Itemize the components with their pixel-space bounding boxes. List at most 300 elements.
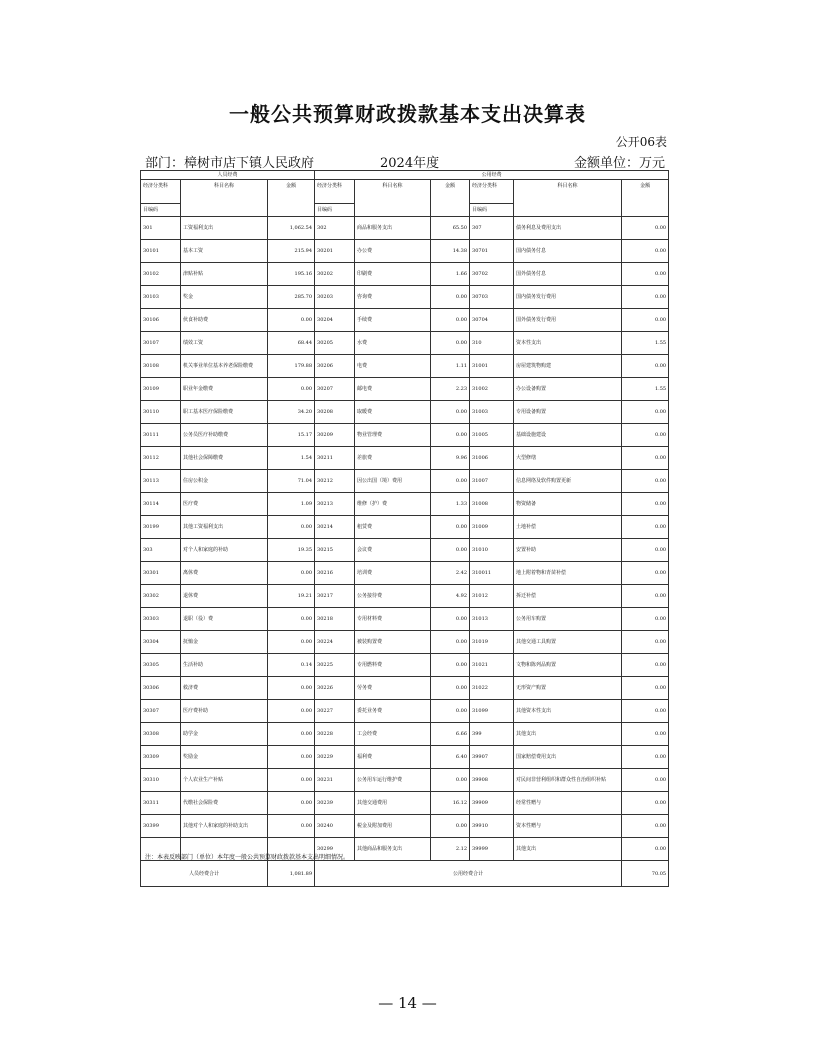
cell-personnel-amount: 1.09 <box>268 493 315 516</box>
cell-goods-code: 30208 <box>315 401 355 424</box>
cell-personnel-code: 30101 <box>141 240 181 263</box>
cell-other-code: 31008 <box>470 493 514 516</box>
cell-other-subject: 地上附着物和青苗补偿 <box>514 562 622 585</box>
cell-personnel-code: 30302 <box>141 585 181 608</box>
cell-goods-amount: 0.00 <box>431 677 470 700</box>
cell-goods-amount: 1.33 <box>431 493 470 516</box>
cell-personnel-amount: 0.00 <box>268 769 315 792</box>
cell-goods-subject: 邮电费 <box>355 378 431 401</box>
table-row <box>141 240 669 263</box>
cell-personnel-subject: 助学金 <box>181 723 268 746</box>
cell-personnel-subject: 其他社会保障缴费 <box>181 447 268 470</box>
cell-goods-code: 30212 <box>315 470 355 493</box>
cell-other-amount: 0.00 <box>622 585 669 608</box>
department-label: 部门：樟树市店下镇人民政府 <box>145 156 315 171</box>
cell-personnel-code: 303 <box>141 539 181 562</box>
cell-goods-code: 30225 <box>315 654 355 677</box>
cell-goods-amount: 0.00 <box>431 815 470 838</box>
cell-personnel-code: 30303 <box>141 608 181 631</box>
cell-other-code: 30704 <box>470 309 514 332</box>
cell-other-amount: 0.00 <box>622 516 669 539</box>
cell-other-code: 31001 <box>470 355 514 378</box>
col-header-code: 经济分类科 <box>315 180 355 204</box>
cell-goods-subject: 物业管理费 <box>355 424 431 447</box>
cell-goods-amount: 0.00 <box>431 700 470 723</box>
cell-other-subject: 房屋建筑物购建 <box>514 355 622 378</box>
cell-personnel-amount: 0.00 <box>268 309 315 332</box>
cell-personnel-subject: 救济费 <box>181 677 268 700</box>
cell-goods-subject: 电费 <box>355 355 431 378</box>
cell-personnel-subject: 基本工资 <box>181 240 268 263</box>
table-row <box>141 309 669 332</box>
cell-goods-subject: 其他交通费用 <box>355 792 431 815</box>
table-row <box>141 815 669 838</box>
cell-goods-code: 30201 <box>315 240 355 263</box>
page-title: 一般公共预算财政拨款基本支出决算表 <box>229 102 586 126</box>
cell-goods-subject: 会议费 <box>355 539 431 562</box>
col-header-subject: 科目名称 <box>181 180 268 217</box>
table-row <box>141 516 669 539</box>
cell-goods-subject: 差旅费 <box>355 447 431 470</box>
col-header-amount: 金额 <box>268 180 315 217</box>
group-header-personnel: 人员经费 <box>141 171 315 180</box>
cell-other-subject: 国内债务发行费用 <box>514 286 622 309</box>
cell-goods-amount: 0.00 <box>431 309 470 332</box>
cell-other-code: 31003 <box>470 401 514 424</box>
cell-goods-amount: 65.50 <box>431 217 470 240</box>
cell-goods-subject: 印刷费 <box>355 263 431 286</box>
cell-goods-subject: 其他商品和服务支出 <box>355 838 431 861</box>
cell-goods-code: 30229 <box>315 746 355 769</box>
cell-goods-subject: 因公出国（境）费用 <box>355 470 431 493</box>
cell-other-code: 399 <box>470 723 514 746</box>
cell-goods-subject: 维修（护）费 <box>355 493 431 516</box>
cell-goods-amount: 1.11 <box>431 355 470 378</box>
cell-personnel-subject: 职工基本医疗保险缴费 <box>181 401 268 424</box>
cell-personnel-amount: 34.20 <box>268 401 315 424</box>
cell-personnel-code: 30307 <box>141 700 181 723</box>
cell-goods-subject: 被装购置费 <box>355 631 431 654</box>
cell-goods-subject: 委托业务费 <box>355 700 431 723</box>
cell-personnel-code: 30110 <box>141 401 181 424</box>
cell-goods-code: 30209 <box>315 424 355 447</box>
cell-other-amount: 0.00 <box>622 401 669 424</box>
table-row <box>141 585 669 608</box>
cell-personnel-subject: 医疗费补助 <box>181 700 268 723</box>
cell-goods-subject: 水费 <box>355 332 431 355</box>
cell-personnel-code: 30311 <box>141 792 181 815</box>
cell-other-amount: 1.55 <box>622 332 669 355</box>
cell-goods-subject: 专用材料费 <box>355 608 431 631</box>
cell-goods-code: 30213 <box>315 493 355 516</box>
cell-other-subject: 办公设备购置 <box>514 378 622 401</box>
col-header-subject: 科目名称 <box>514 180 622 217</box>
cell-other-amount: 0.00 <box>622 493 669 516</box>
cell-other-amount: 0.00 <box>622 447 669 470</box>
cell-other-amount: 0.00 <box>622 654 669 677</box>
table-row <box>141 447 669 470</box>
fiscal-year: 2024年度 <box>380 156 440 171</box>
cell-goods-subject: 福利费 <box>355 746 431 769</box>
cell-personnel-amount: 15.17 <box>268 424 315 447</box>
cell-personnel-code: 30199 <box>141 516 181 539</box>
cell-personnel-code: 301 <box>141 217 181 240</box>
cell-goods-subject: 商品和服务支出 <box>355 217 431 240</box>
table-row <box>141 792 669 815</box>
cell-other-code: 31005 <box>470 424 514 447</box>
cell-personnel-subject: 其他工资福利支出 <box>181 516 268 539</box>
cell-other-code: 30702 <box>470 263 514 286</box>
cell-other-subject: 经常性赠与 <box>514 792 622 815</box>
total-public-value: 70.05 <box>622 861 669 887</box>
cell-goods-amount: 0.00 <box>431 539 470 562</box>
cell-goods-code: 30218 <box>315 608 355 631</box>
cell-personnel-subject: 住房公积金 <box>181 470 268 493</box>
cell-personnel-amount: 0.00 <box>268 815 315 838</box>
cell-other-amount: 0.00 <box>622 746 669 769</box>
cell-goods-code: 30215 <box>315 539 355 562</box>
page-number: — 14 — <box>378 994 437 1012</box>
cell-goods-subject: 专用燃料费 <box>355 654 431 677</box>
cell-personnel-code: 30109 <box>141 378 181 401</box>
cell-personnel-code: 30305 <box>141 654 181 677</box>
cell-other-subject: 无形资产购置 <box>514 677 622 700</box>
cell-personnel-subject: 绩效工资 <box>181 332 268 355</box>
cell-other-amount: 1.55 <box>622 378 669 401</box>
cell-personnel-amount: 0.00 <box>268 608 315 631</box>
cell-personnel-amount: 68.44 <box>268 332 315 355</box>
cell-personnel-subject: 抚恤金 <box>181 631 268 654</box>
cell-goods-code: 30211 <box>315 447 355 470</box>
table-row <box>141 378 669 401</box>
table-row <box>141 401 669 424</box>
col-header-amount: 金额 <box>431 180 470 217</box>
cell-personnel-subject: 工资福利支出 <box>181 217 268 240</box>
cell-other-amount: 0.00 <box>622 608 669 631</box>
cell-other-subject: 物资储备 <box>514 493 622 516</box>
cell-personnel-amount: 0.00 <box>268 792 315 815</box>
cell-goods-amount: 4.92 <box>431 585 470 608</box>
cell-personnel-code: 30107 <box>141 332 181 355</box>
cell-goods-code: 30216 <box>315 562 355 585</box>
cell-personnel-code: 30106 <box>141 309 181 332</box>
cell-goods-code: 30203 <box>315 286 355 309</box>
cell-other-subject: 资本性赠与 <box>514 815 622 838</box>
cell-goods-amount: 0.00 <box>431 608 470 631</box>
cell-personnel-code: 30310 <box>141 769 181 792</box>
table-row <box>141 424 669 447</box>
cell-other-subject: 国内债务付息 <box>514 240 622 263</box>
cell-other-code: 31012 <box>470 585 514 608</box>
cell-other-amount: 0.00 <box>622 677 669 700</box>
col-header-code-suffix: 目编码 <box>315 204 355 217</box>
cell-other-subject: 专用设备购置 <box>514 401 622 424</box>
cell-goods-code: 30299 <box>315 838 355 861</box>
cell-other-code: 31002 <box>470 378 514 401</box>
total-personnel-value: 1,081.89 <box>268 861 315 887</box>
cell-personnel-amount: 0.00 <box>268 746 315 769</box>
cell-personnel-subject: 奖金 <box>181 286 268 309</box>
cell-personnel-amount: 0.00 <box>268 378 315 401</box>
cell-goods-code: 30231 <box>315 769 355 792</box>
cell-other-amount: 0.00 <box>622 792 669 815</box>
cell-goods-amount: 9.96 <box>431 447 470 470</box>
cell-other-subject: 信息网络及软件购置更新 <box>514 470 622 493</box>
total-public-label: 公用经费合计 <box>315 861 622 887</box>
cell-personnel-subject: 其他对个人和家庭的补助支出 <box>181 815 268 838</box>
cell-personnel-code: 30103 <box>141 286 181 309</box>
cell-goods-amount: 16.12 <box>431 792 470 815</box>
cell-other-code: 31013 <box>470 608 514 631</box>
cell-personnel-code: 30304 <box>141 631 181 654</box>
table-row <box>141 562 669 585</box>
cell-personnel-code: 30308 <box>141 723 181 746</box>
cell-other-amount: 0.00 <box>622 263 669 286</box>
cell-personnel-subject: 离休费 <box>181 562 268 585</box>
cell-other-code: 39907 <box>470 746 514 769</box>
cell-personnel-amount: 19.21 <box>268 585 315 608</box>
cell-goods-subject: 工会经费 <box>355 723 431 746</box>
col-header-code-suffix: 目编码 <box>470 204 514 217</box>
cell-goods-amount: 0.00 <box>431 516 470 539</box>
cell-other-code: 310011 <box>470 562 514 585</box>
cell-other-subject: 其他交通工具购置 <box>514 631 622 654</box>
cell-goods-subject: 公务用车运行维护费 <box>355 769 431 792</box>
cell-other-subject: 债务利息及费用支出 <box>514 217 622 240</box>
cell-goods-code: 30217 <box>315 585 355 608</box>
cell-goods-code: 30240 <box>315 815 355 838</box>
cell-other-subject: 对民间非营利组织和群众性自治组织补贴 <box>514 769 622 792</box>
cell-personnel-amount: 195.16 <box>268 263 315 286</box>
cell-personnel-amount: 0.00 <box>268 677 315 700</box>
cell-personnel-amount: 179.88 <box>268 355 315 378</box>
cell-personnel-code: 30114 <box>141 493 181 516</box>
total-personnel-label: 人员经费合计 <box>141 861 268 887</box>
cell-other-amount: 0.00 <box>622 631 669 654</box>
cell-other-code: 39910 <box>470 815 514 838</box>
cell-other-subject: 其他资本性支出 <box>514 700 622 723</box>
cell-other-subject: 其他支出 <box>514 838 622 861</box>
cell-goods-subject: 税金及附加费用 <box>355 815 431 838</box>
cell-goods-subject: 租赁费 <box>355 516 431 539</box>
cell-other-amount: 0.00 <box>622 470 669 493</box>
amount-unit: 金额单位：万元 <box>573 156 665 171</box>
cell-other-amount: 0.00 <box>622 217 669 240</box>
cell-goods-subject: 取暖费 <box>355 401 431 424</box>
cell-goods-subject: 手续费 <box>355 309 431 332</box>
cell-goods-amount: 0.00 <box>431 286 470 309</box>
col-header-subject: 科目名称 <box>355 180 431 217</box>
cell-other-subject: 国外债务发行费用 <box>514 309 622 332</box>
cell-personnel-code: 30111 <box>141 424 181 447</box>
table-row <box>141 700 669 723</box>
cell-personnel-code: 30102 <box>141 263 181 286</box>
cell-goods-amount: 0.00 <box>431 769 470 792</box>
cell-personnel-subject: 生活补助 <box>181 654 268 677</box>
cell-other-amount: 0.00 <box>622 355 669 378</box>
cell-other-amount: 0.00 <box>622 700 669 723</box>
cell-personnel-code: 30108 <box>141 355 181 378</box>
cell-other-code: 31010 <box>470 539 514 562</box>
expenditure-table <box>140 170 669 887</box>
cell-goods-subject: 培训费 <box>355 562 431 585</box>
footnote: 注：本表反映部门（单位）本年度一般公共预算财政拨款基本支出明细情况。 <box>145 854 350 861</box>
cell-goods-amount: 6.40 <box>431 746 470 769</box>
table-row <box>141 286 669 309</box>
cell-other-code: 31009 <box>470 516 514 539</box>
cell-goods-code: 30224 <box>315 631 355 654</box>
cell-other-code: 39909 <box>470 792 514 815</box>
cell-goods-subject: 咨询费 <box>355 286 431 309</box>
cell-other-amount: 0.00 <box>622 838 669 861</box>
cell-goods-amount: 2.23 <box>431 378 470 401</box>
cell-goods-subject: 公务接待费 <box>355 585 431 608</box>
cell-other-subject: 拆迁补偿 <box>514 585 622 608</box>
cell-personnel-subject: 代缴社会保险费 <box>181 792 268 815</box>
cell-personnel-subject: 退休费 <box>181 585 268 608</box>
cell-other-code: 307 <box>470 217 514 240</box>
cell-goods-code: 30228 <box>315 723 355 746</box>
cell-goods-code: 30204 <box>315 309 355 332</box>
cell-goods-code: 30207 <box>315 378 355 401</box>
cell-personnel-subject: 伙食补助费 <box>181 309 268 332</box>
cell-other-code: 30703 <box>470 286 514 309</box>
cell-other-amount: 0.00 <box>622 539 669 562</box>
table-row <box>141 677 669 700</box>
cell-personnel-amount: 0.14 <box>268 654 315 677</box>
table-row <box>141 332 669 355</box>
cell-personnel-code: 30306 <box>141 677 181 700</box>
cell-personnel-subject: 职业年金缴费 <box>181 378 268 401</box>
cell-personnel-amount: 71.04 <box>268 470 315 493</box>
col-header-code: 经济分类科 <box>470 180 514 204</box>
cell-other-subject: 基础设施建设 <box>514 424 622 447</box>
cell-other-code: 31099 <box>470 700 514 723</box>
cell-goods-amount: 0.00 <box>431 401 470 424</box>
cell-goods-code: 302 <box>315 217 355 240</box>
cell-personnel-code: 30112 <box>141 447 181 470</box>
table-row <box>141 470 669 493</box>
cell-other-amount: 0.00 <box>622 424 669 447</box>
cell-other-amount: 0.00 <box>622 309 669 332</box>
cell-personnel-code: 30113 <box>141 470 181 493</box>
cell-other-code: 31022 <box>470 677 514 700</box>
cell-goods-subject: 办公费 <box>355 240 431 263</box>
cell-personnel-amount: 0.00 <box>268 723 315 746</box>
cell-other-subject: 土地补偿 <box>514 516 622 539</box>
cell-other-amount: 0.00 <box>622 240 669 263</box>
cell-personnel-subject: 津贴补贴 <box>181 263 268 286</box>
cell-personnel-subject: 个人农业生产补贴 <box>181 769 268 792</box>
cell-goods-code: 30227 <box>315 700 355 723</box>
cell-goods-amount: 14.38 <box>431 240 470 263</box>
cell-personnel-code: 30399 <box>141 815 181 838</box>
cell-other-subject: 文物和陈列品购置 <box>514 654 622 677</box>
col-header-code-suffix: 目编码 <box>141 204 181 217</box>
cell-personnel-amount: 0.00 <box>268 631 315 654</box>
cell-goods-code: 30214 <box>315 516 355 539</box>
table-row <box>141 263 669 286</box>
table-row <box>141 631 669 654</box>
cell-personnel-amount: 1.54 <box>268 447 315 470</box>
cell-personnel-amount: 215.94 <box>268 240 315 263</box>
cell-other-code: 31006 <box>470 447 514 470</box>
cell-other-amount: 0.00 <box>622 723 669 746</box>
table-row <box>141 769 669 792</box>
cell-other-amount: 0.00 <box>622 286 669 309</box>
cell-other-subject: 资本性支出 <box>514 332 622 355</box>
cell-goods-code: 30205 <box>315 332 355 355</box>
cell-personnel-amount: 0.00 <box>268 562 315 585</box>
table-row <box>141 355 669 378</box>
table-row <box>141 654 669 677</box>
cell-personnel-subject: 医疗费 <box>181 493 268 516</box>
cell-other-amount: 0.00 <box>622 769 669 792</box>
cell-personnel-amount: 0.00 <box>268 700 315 723</box>
table-row <box>141 746 669 769</box>
cell-goods-code: 30226 <box>315 677 355 700</box>
cell-goods-code: 30239 <box>315 792 355 815</box>
form-number: 公开06表 <box>615 135 667 149</box>
cell-personnel-subject: 对个人和家庭的补助 <box>181 539 268 562</box>
cell-goods-amount: 6.66 <box>431 723 470 746</box>
cell-goods-subject: 劳务费 <box>355 677 431 700</box>
cell-goods-code: 30206 <box>315 355 355 378</box>
cell-personnel-code: 30301 <box>141 562 181 585</box>
cell-goods-amount: 0.00 <box>431 654 470 677</box>
table-row <box>141 539 669 562</box>
cell-other-subject: 国家赔偿费用支出 <box>514 746 622 769</box>
cell-other-subject: 公务用车购置 <box>514 608 622 631</box>
cell-other-code: 310 <box>470 332 514 355</box>
cell-goods-amount: 0.00 <box>431 470 470 493</box>
cell-goods-amount: 0.00 <box>431 424 470 447</box>
col-header-amount: 金额 <box>622 180 669 217</box>
cell-personnel-subject: 公务员医疗补助缴费 <box>181 424 268 447</box>
cell-other-code: 31019 <box>470 631 514 654</box>
cell-personnel-amount: 0.00 <box>268 516 315 539</box>
cell-other-subject: 国外债务付息 <box>514 263 622 286</box>
cell-personnel-amount: 1,062.54 <box>268 217 315 240</box>
cell-other-code: 31007 <box>470 470 514 493</box>
cell-goods-amount: 1.66 <box>431 263 470 286</box>
cell-other-code: 39908 <box>470 769 514 792</box>
cell-goods-amount: 2.12 <box>431 838 470 861</box>
group-header-public: 公用经费 <box>315 171 669 180</box>
cell-other-code: 31021 <box>470 654 514 677</box>
cell-other-subject: 安置补助 <box>514 539 622 562</box>
cell-other-code: 39999 <box>470 838 514 861</box>
cell-personnel-subject: 奖励金 <box>181 746 268 769</box>
cell-goods-amount: 0.00 <box>431 631 470 654</box>
cell-other-amount: 0.00 <box>622 562 669 585</box>
cell-personnel-subject: 退职（役）费 <box>181 608 268 631</box>
cell-personnel-amount: 19.35 <box>268 539 315 562</box>
cell-personnel-code: 30309 <box>141 746 181 769</box>
cell-goods-code: 30202 <box>315 263 355 286</box>
table-row <box>141 608 669 631</box>
cell-personnel-subject: 机关事业单位基本养老保险缴费 <box>181 355 268 378</box>
cell-other-amount: 0.00 <box>622 815 669 838</box>
cell-goods-amount: 0.00 <box>431 332 470 355</box>
cell-other-subject: 其他支出 <box>514 723 622 746</box>
col-header-code: 经济分类科 <box>141 180 181 204</box>
table-row <box>141 723 669 746</box>
table-row <box>141 217 669 240</box>
cell-other-code: 30701 <box>470 240 514 263</box>
cell-personnel-amount: 285.70 <box>268 286 315 309</box>
cell-goods-amount: 2.42 <box>431 562 470 585</box>
